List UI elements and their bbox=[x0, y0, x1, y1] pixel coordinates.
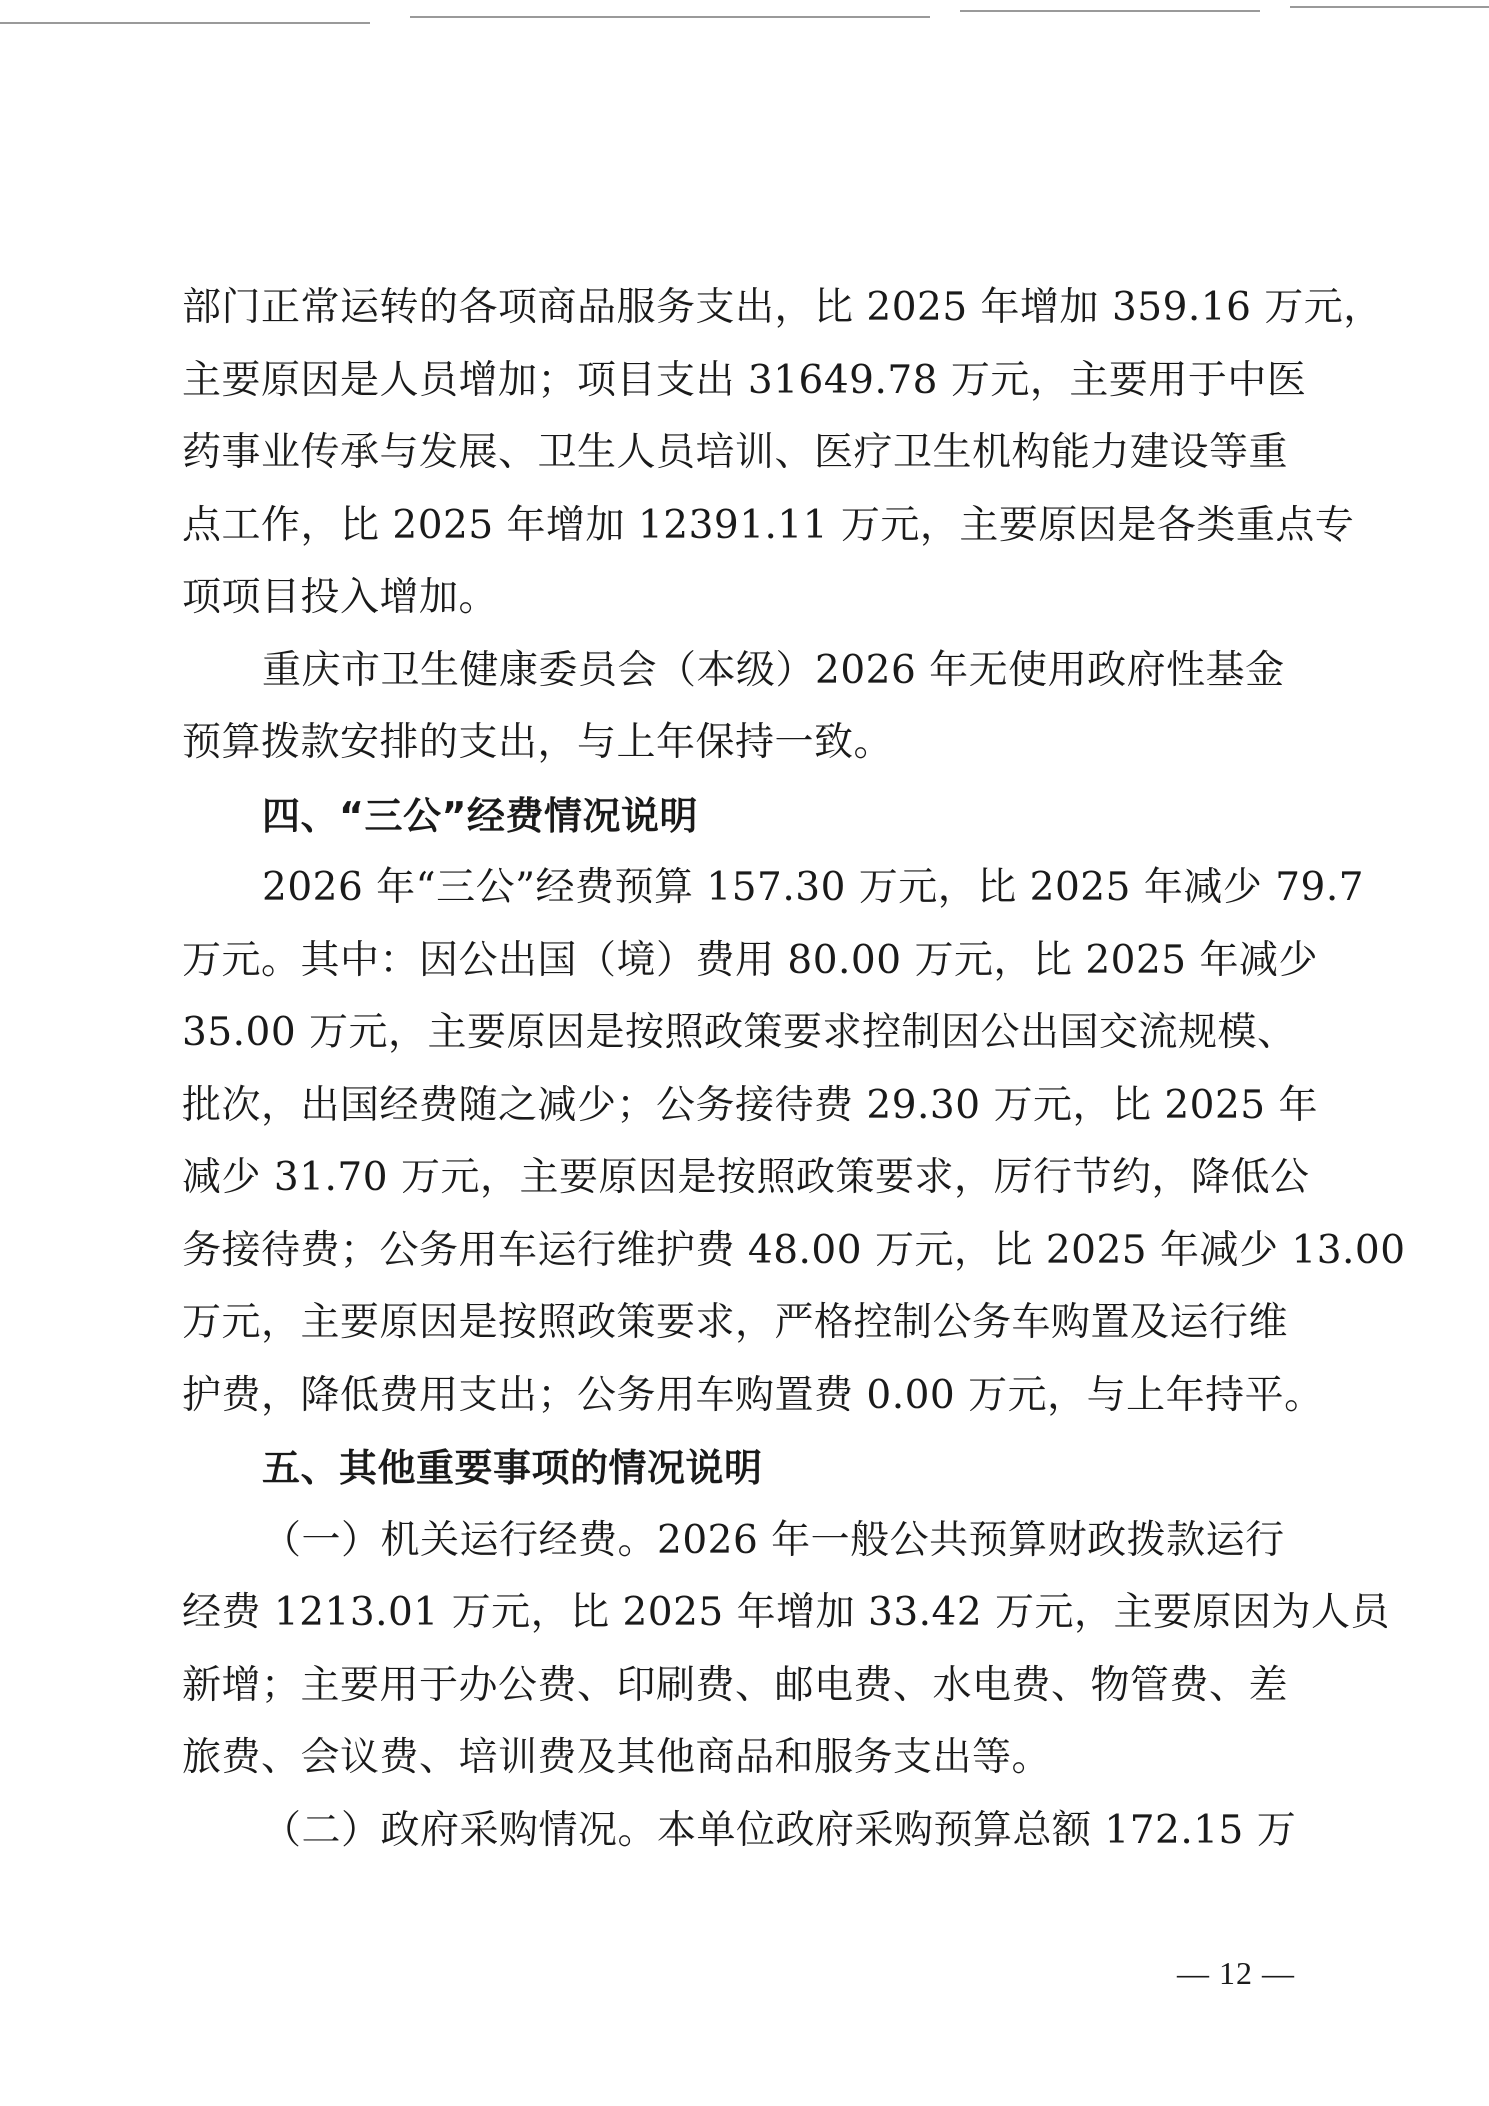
section-heading bbox=[182, 780, 1294, 853]
text-line: 万元。其中：因公出国（境）费用 80.00 万元，比 2025 年减少 bbox=[182, 937, 1318, 983]
text-line: 新增；主要用于办公费、印刷费、邮电费、水电费、物管费、差 bbox=[182, 1662, 1289, 1708]
paragraph bbox=[182, 272, 1383, 635]
scan-edge-artifact bbox=[0, 0, 1489, 40]
paragraph bbox=[182, 1795, 1297, 1868]
text-line: 35.00 万元，主要原因是按照政策要求控制因公出国交流规模、 bbox=[182, 1010, 1297, 1055]
paragraph bbox=[182, 635, 1294, 780]
text-line: 部门正常运转的各项商品服务支出，比 2025 年增加 359.16 万元， bbox=[182, 285, 1383, 330]
page-number: — 12 — bbox=[1177, 1955, 1295, 1991]
text-line: 药事业传承与发展、卫生人员培训、医疗卫生机构能力建设等重 bbox=[182, 430, 1289, 475]
document-body bbox=[182, 272, 1406, 1867]
heading-text: 五、其他重要事项的情况说明 bbox=[262, 1446, 763, 1490]
text-line: 重庆市卫生健康委员会（本级）2026 年无使用政府性基金 bbox=[262, 647, 1285, 693]
text-line: 点工作，比 2025 年增加 12391.11 万元，主要原因是各类重点专 bbox=[182, 502, 1355, 548]
text-line: 经费 1213.01 万元，比 2025 年增加 33.42 万元，主要原因为人员 bbox=[182, 1590, 1391, 1635]
scan-line bbox=[0, 22, 370, 24]
heading-text: 四、“三公”经费情况说明 bbox=[262, 793, 698, 838]
text-line: 旅费、会议费、培训费及其他商品和服务支出等。 bbox=[182, 1735, 1052, 1780]
text-line: 万元，主要原因是按照政策要求，严格控制公务车购置及运行维 bbox=[182, 1300, 1289, 1345]
text-line: 批次，出国经费随之减少；公务接待费 29.30 万元，比 2025 年 bbox=[182, 1082, 1318, 1128]
paragraph bbox=[182, 1505, 1391, 1795]
scan-line bbox=[1290, 6, 1489, 8]
section-heading bbox=[182, 1432, 1294, 1505]
text-line: 减少 31.70 万元，主要原因是按照政策要求，厉行节约，降低公 bbox=[182, 1155, 1310, 1200]
text-line: 主要原因是人员增加；项目支出 31649.78 万元，主要用于中医 bbox=[182, 357, 1307, 403]
text-line: 护费，降低费用支出；公务用车购置费 0.00 万元，与上年持平。 bbox=[182, 1372, 1324, 1418]
paragraph bbox=[182, 852, 1406, 1432]
text-line: 项项目投入增加。 bbox=[182, 575, 499, 620]
text-line: （二）政府采购情况。本单位政府采购预算总额 172.15 万 bbox=[262, 1807, 1297, 1853]
text-line: （一）机关运行经费。2026 年一般公共预算财政拨款运行 bbox=[262, 1517, 1285, 1563]
scan-line bbox=[410, 16, 930, 18]
scan-line bbox=[960, 10, 1260, 12]
text-line: 务接待费；公务用车运行维护费 48.00 万元，比 2025 年减少 13.00 bbox=[182, 1227, 1406, 1273]
text-line: 预算拨款安排的支出，与上年保持一致。 bbox=[182, 720, 894, 765]
text-line: 2026 年“三公”经费预算 157.30 万元，比 2025 年减少 79.7 bbox=[262, 865, 1365, 910]
